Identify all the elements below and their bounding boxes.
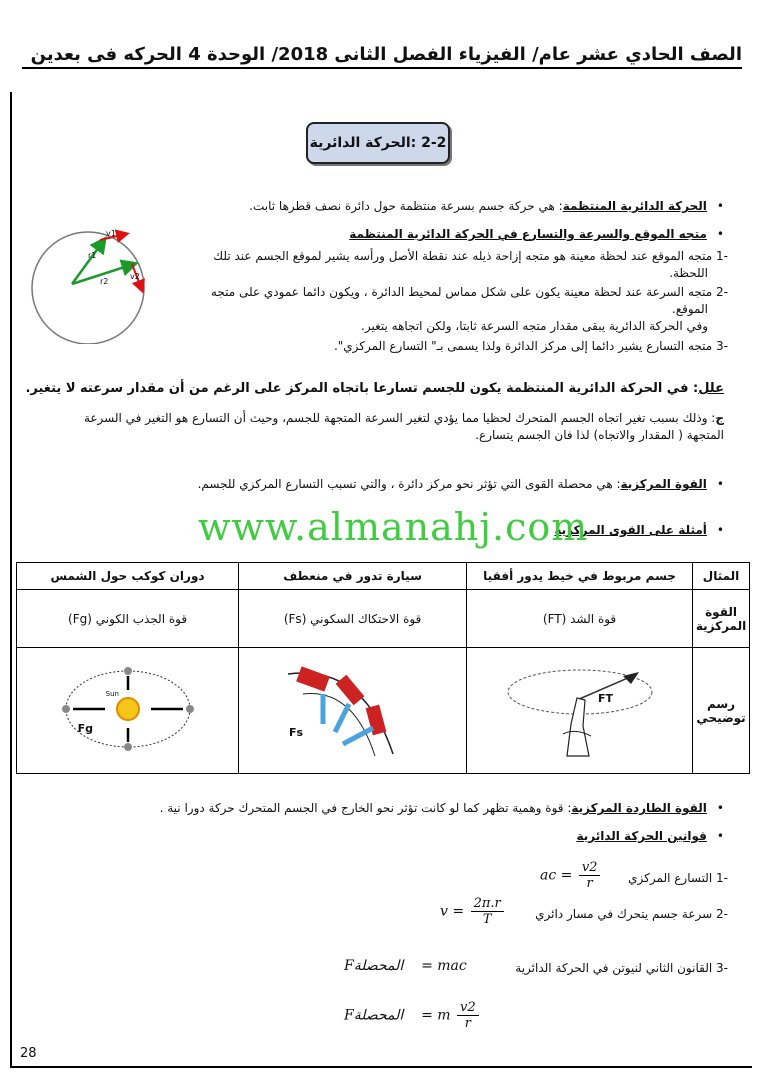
sun-label: Sun [105,690,119,698]
page-number: 28 [20,1046,37,1061]
vector-item-3: -3 متجه التسارع يشير دائما إلى مركز الدائرة ولذا يسمى بـ" التسارع المركزي". [333,339,728,353]
law-1: -1 التسارع المركزي [628,871,728,885]
v1-label: v1 [106,229,116,238]
table-label-diagram: رسم توضيحي [693,648,750,774]
ft-label: FT [597,692,613,705]
question: علل: في الحركة الدائرية المنتظمة يكون للجسم تسارعا باتجاه المركز على الرغم من أن مقدار سرعته لا يتغير. [25,381,724,396]
v2-label: v2 [130,272,140,281]
bullet-icon: • [716,801,724,815]
bullet-icon: • [716,227,724,241]
vector-item-1: -1 متجه الموقع عند لحظة معينة هو متجه إزاحة ذيله عند نقطة الأصل ورأسه يشير لموقع الجسم عند تلك اللحظة. [213,249,728,280]
centripetal-definition: •القوة المركزية: هي محصلة القوى التي تؤثر نحو مركز دائرة ، والتي تسبب التسارع المركزي للجسم. [197,477,724,491]
string-diagram [505,654,655,764]
examples-table [16,562,750,774]
planet-icon [124,667,132,675]
r1-label: r1 [88,251,97,260]
bullet-icon: • [716,829,724,843]
circle-path [32,232,144,344]
answer: ج: وذلك بسبب تغير اتجاه الجسم المتحرك لحظيا مما يؤدي لتغير السرعة المتجهة للجسم، وحيث أن التسارع هو التغير في السرعة المتجهة ( المقدار والاتجاه) لذا فان الجسم يتسارع. [83,411,724,442]
footer-line [10,1066,752,1068]
centrifugal-definition: •القوة الطاردة المركزية: قوة وهمية تظهر كما لو كانت تؤثر نحو الخارج في الجسم المتحرك حركة دورا نية . [159,801,724,815]
watermark: www.almanahj.com [198,505,589,549]
bullet-icon: • [716,523,724,537]
planet-diagram [53,654,203,764]
examples-heading: •أمثلة على القوى المركزية [554,523,724,537]
diagram-car [239,648,467,774]
bullet-icon: • [716,199,724,213]
car-diagram [283,654,423,764]
force-gravity: قوة الجذب الكوني (Fg) [17,590,239,648]
law-2: -2 سرعة جسم يتحرك في مسار دائري [535,907,728,921]
formula-centripetal-acceleration: ac = $\frac{v2}{r}$ [540,860,602,891]
r2-label: r2 [100,277,109,286]
table-header-example: المثال [693,563,750,590]
uniform-motion-definition: •الحركة الدائرية المنتظمة: هي حركة جسم بسرعة منتظمة حول دائرة نصف قطرها ثابت. [249,199,724,213]
law-3: -3 القانون الثاني لنيوتن في الحركة الدائرية [515,961,728,975]
formula-newton-1: Fالمحصلة = mac [344,958,467,974]
vector-item-2: -2 متجه السرعة عند لحظة معينة يكون على شكل مماس لمحيط الدائرة ، ويكون دائما عمودي على متجه الموقع. وفي الحركة الدائرية يبقى مقدار متجه السرعة ثابتا، ولكن اتجاهه يتغير. [210,285,728,333]
car-icon [296,666,330,691]
bullet-icon: • [716,477,724,491]
force-friction: قوة الاحتكاك السكوني (Fs) [239,590,467,648]
table-header-car: سيارة تدور في منعطف [239,563,467,590]
page-header: الصف الحادي عشر عام/ الفيزياء الفصل الثانى 2018/ الوحدة 4 الحركه فى بعدين [22,44,742,69]
vectors-heading: •متجه الموقع والسرعة والتسارع في الحركة الدائرية المنتظمة [349,227,724,241]
table-header-string: جسم مربوط في خيط يدور أفقيا [467,563,693,590]
sun-icon [117,698,139,720]
circular-motion-diagram [22,226,172,344]
force-tension: قوة الشد (FT) [467,590,693,648]
table-header-planet: دوران كوكب حول الشمس [17,563,239,590]
section-title: 2-2 :الحركة الدائرية [306,122,450,164]
hand-icon [567,698,589,756]
diagram-planet [17,648,239,774]
formula-newton-2: Fالمحصلة = m $\frac{v2}{r}$ [344,1000,481,1031]
margin-line [10,92,12,1067]
formula-speed: v = $\frac{2\pi.r}{T}$ [440,896,506,927]
laws-heading: •قوانين الحركة الدائرية [576,829,724,843]
fg-label: Fg [77,722,93,735]
table-label-force: القوة المركزية [693,590,750,648]
diagram-string [467,648,693,774]
fs-label: Fs [288,726,303,739]
